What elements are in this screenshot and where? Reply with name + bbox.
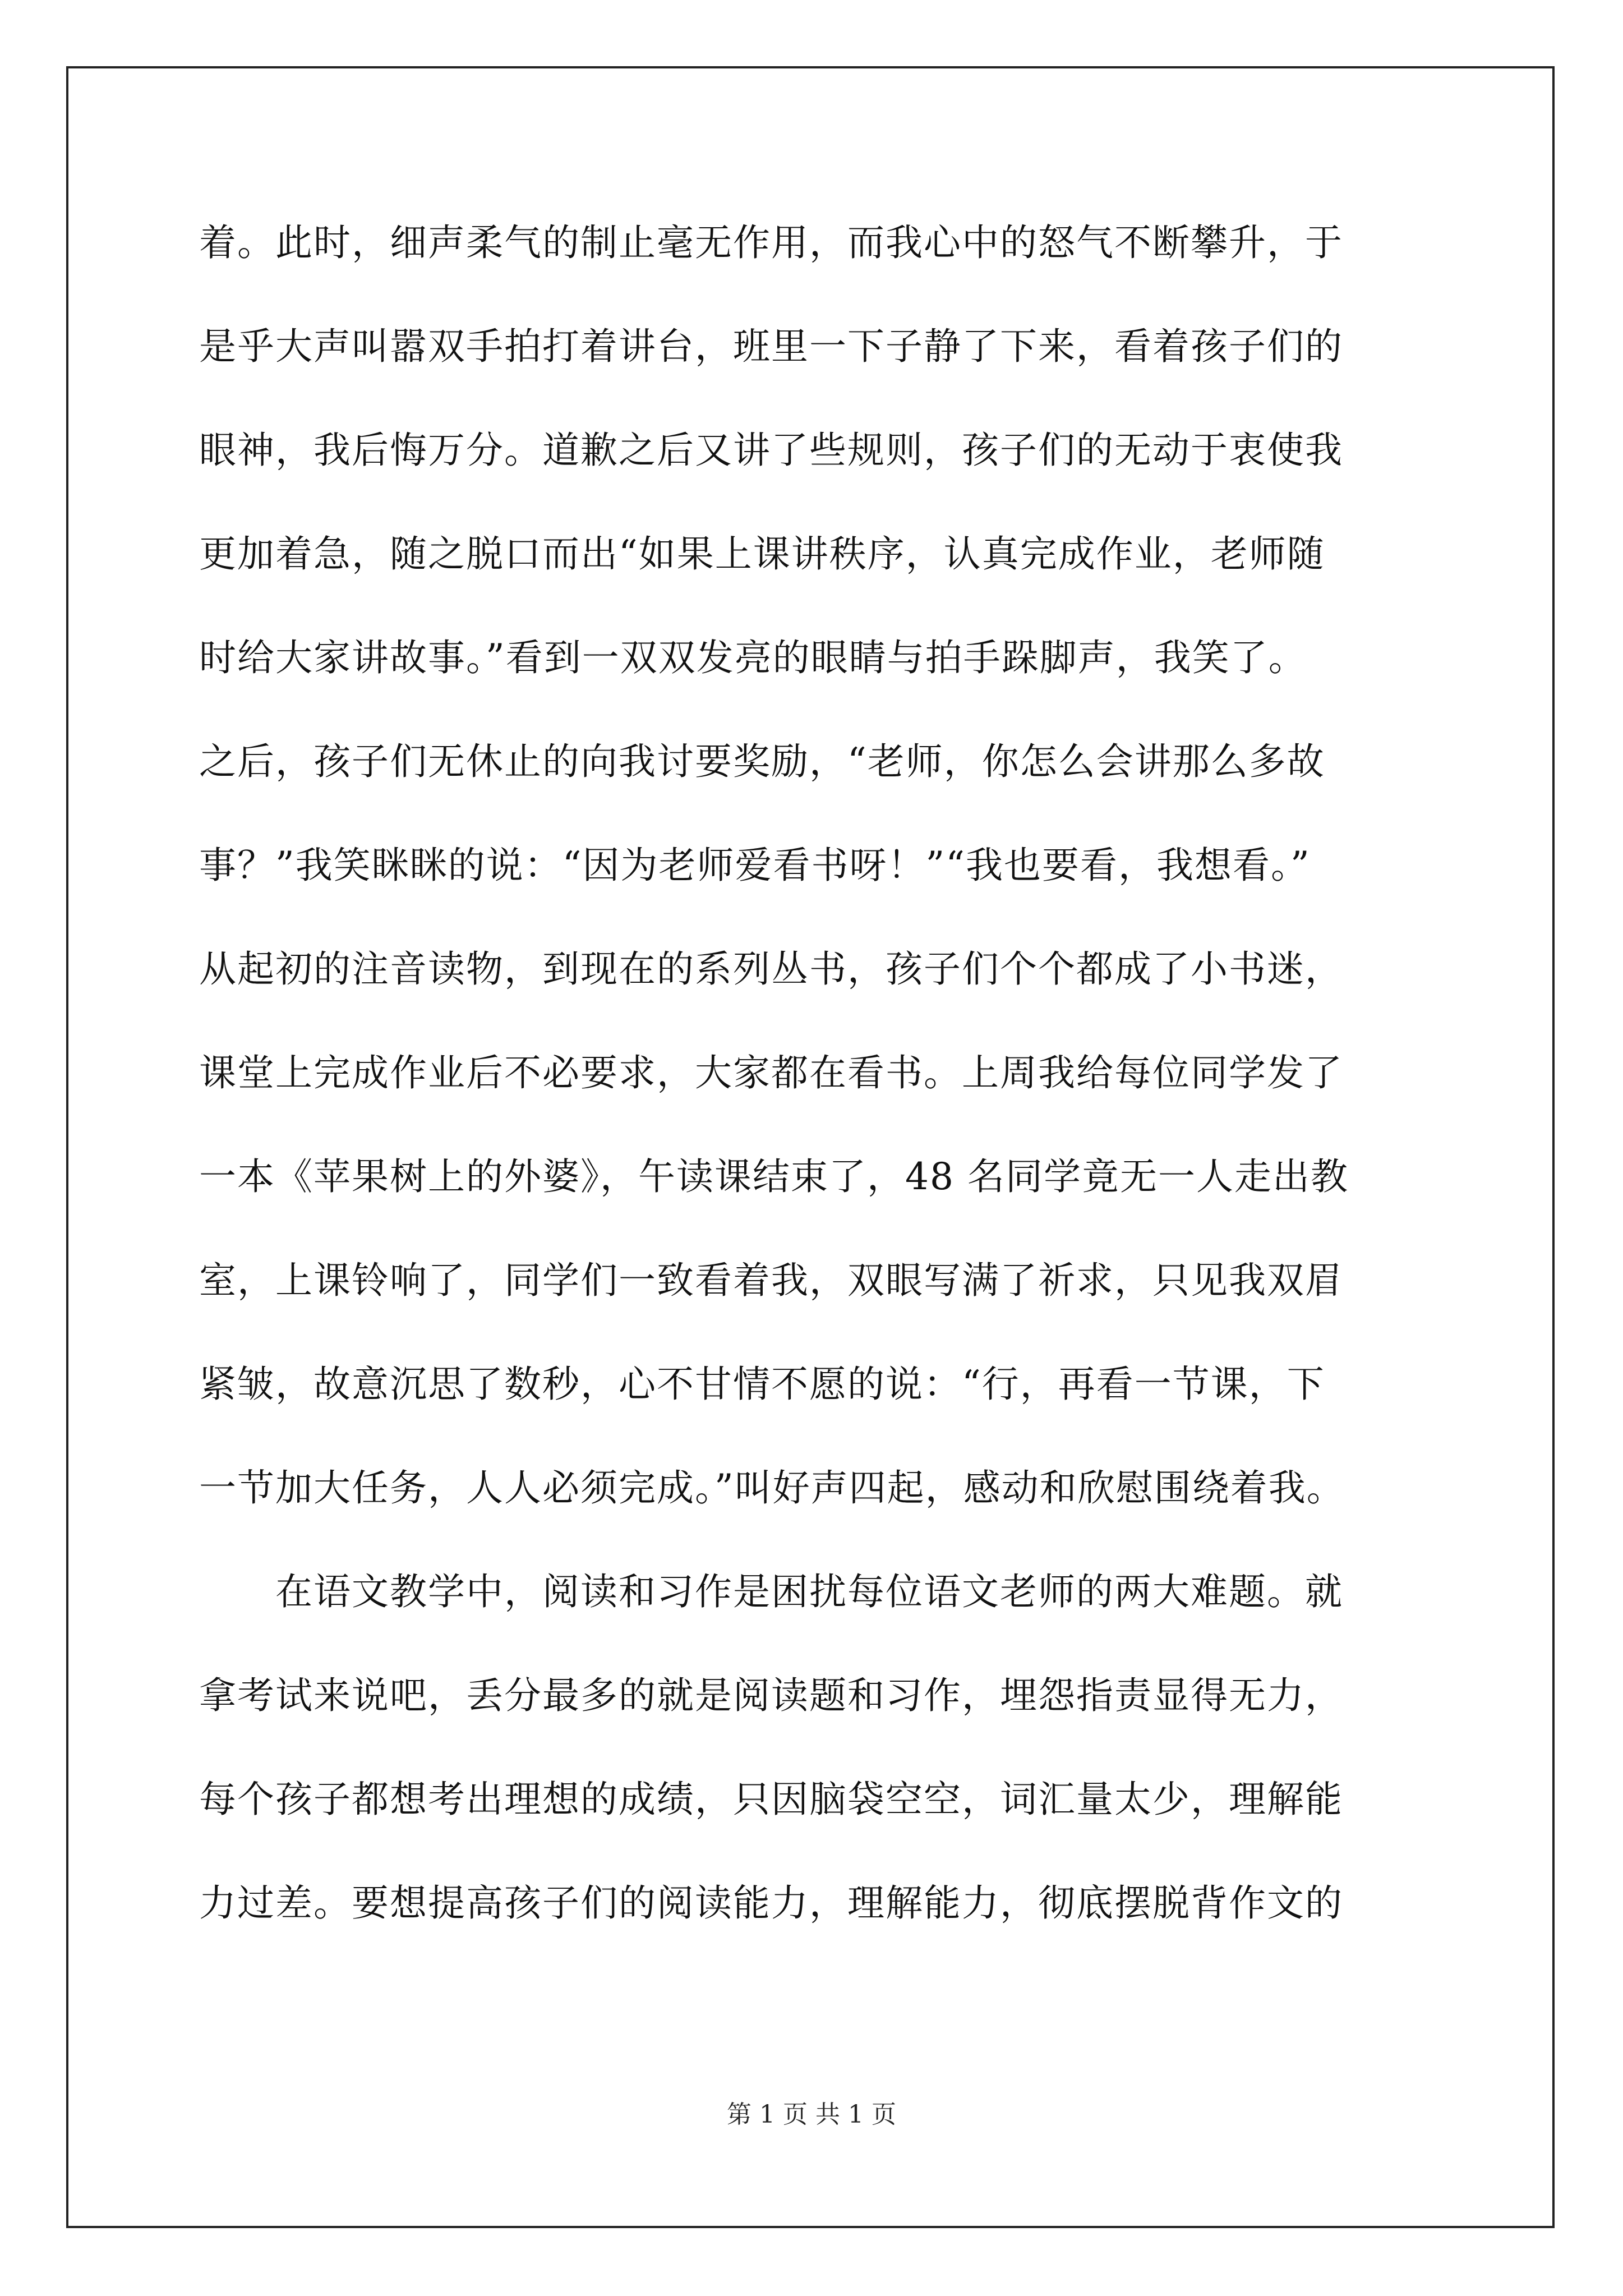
text-line: 之后，孩子们无休止的向我讨要奖励，“老师，你怎么会讲那么多故 [199,740,1325,783]
text-line: 着。此时，细声柔气的制止毫无作用，而我心中的怒气不断攀升，于 [199,221,1343,264]
paragraph-first-line: 在语文教学中，阅读和习作是困扰每位语文老师的两大难题。就 [275,1570,1343,1613]
text-line: 从起初的注音读物，到现在的系列丛书，孩子们个个都成了小书迷， [199,947,1343,991]
text-line: 拿考试来说吧，丢分最多的就是阅读题和习作，埋怨指责显得无力， [199,1674,1343,1717]
page-footer [0,2098,1623,2132]
text-line: 眼神，我后悔万分。道歉之后又讲了些规则，孩子们的无动于衷使我 [199,429,1343,472]
document-body [199,191,1455,1955]
text-line: 紧皱，故意沉思了数秒，心不甘情不愿的说：“行，再看一节课，下 [199,1363,1325,1406]
text-line: 更加着急，随之脱口而出“如果上课讲秩序，认真完成作业，老师随 [199,532,1325,576]
text-line: 一节加大任务，人人必须完成。”叫好声四起，感动和欣慰围绕着我。 [199,1466,1345,1510]
text-line: 力过差。要想提高孩子们的阅读能力，理解能力，彻底摆脱背作文的 [199,1881,1343,1925]
page-number: 第 1 页 共 1 页 [727,2100,896,2129]
text-line: 事？”我笑眯眯的说：“因为老师爱看书呀！”“我也要看，我想看。” [199,844,1311,887]
text-line: 一本《苹果树上的外婆》，午读课结束了，48 名同学竟无一人走出教 [199,1155,1349,1198]
text-line: 每个孩子都想考出理想的成绩，只因脑袋空空，词汇量太少，理解能 [199,1778,1343,1821]
text-line: 室，上课铃响了，同学们一致看着我，双眼写满了祈求，只见我双眉 [199,1259,1343,1302]
text-line: 是乎大声叫嚣双手拍打着讲台，班里一下子静了下来，看着孩子们的 [199,325,1343,368]
text-line: 课堂上完成作业后不必要求，大家都在看书。上周我给每位同学发了 [199,1051,1343,1094]
text-line: 时给大家讲故事。”看到一双双发亮的眼睛与拍手跺脚声，我笑了。 [199,636,1307,679]
